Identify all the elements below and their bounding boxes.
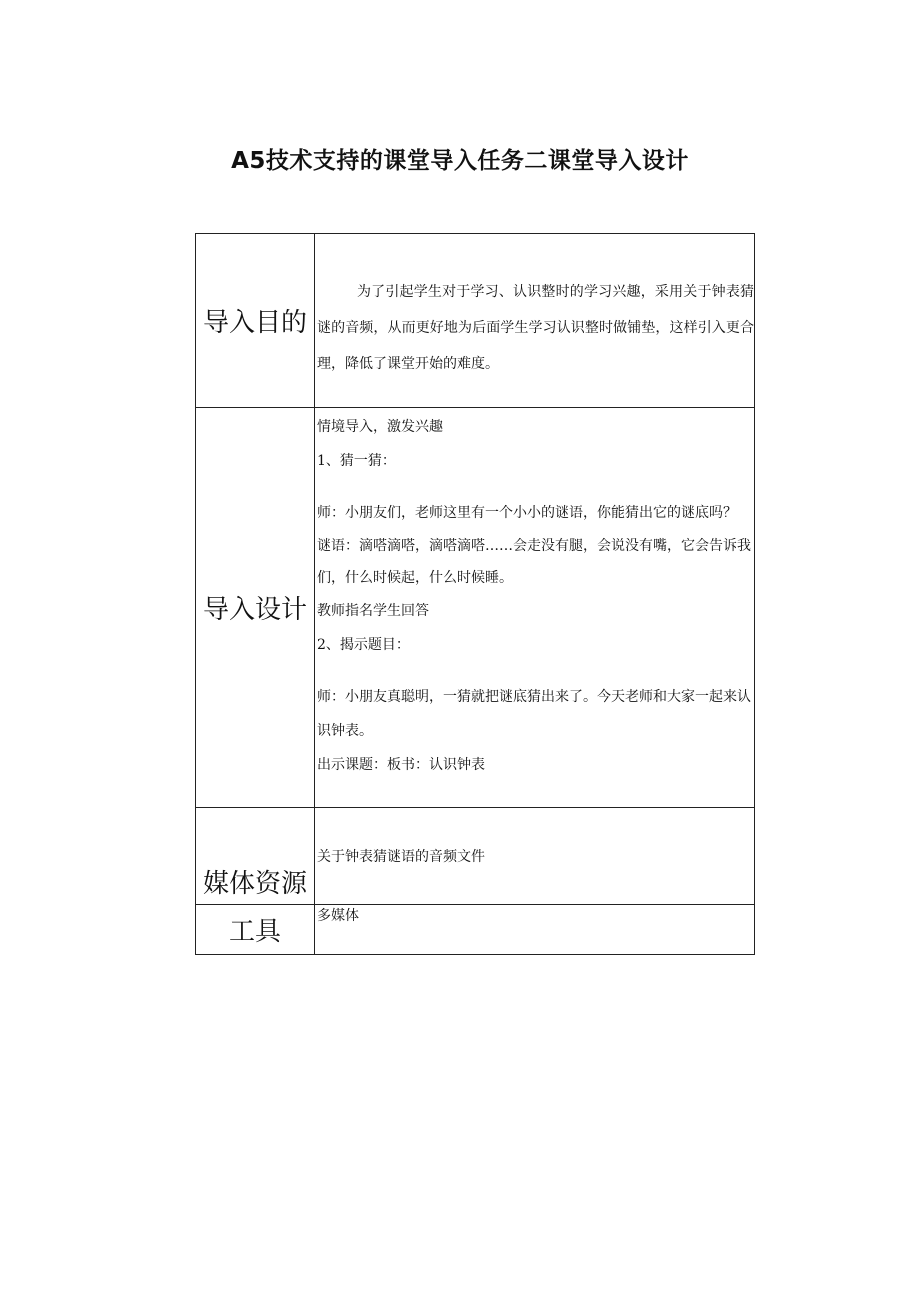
- media-label: 媒体资源: [196, 808, 315, 904]
- design-content: [315, 408, 755, 807]
- tools-content: [315, 905, 755, 954]
- purpose-label: 导入目的: [196, 234, 315, 407]
- design-line: 1、猜一猜：: [317, 453, 396, 469]
- design-line: 师：小朋友们，老师这里有一个小小的谜语，你能猜出它的谜底吗？: [317, 505, 737, 521]
- table-row-purpose: [196, 234, 755, 408]
- tools-label: 工具: [196, 905, 315, 954]
- media-content: [315, 808, 755, 904]
- design-line: 教师指名学生回答: [317, 603, 429, 619]
- purpose-content: [315, 234, 755, 407]
- tools-text: 多媒体: [317, 908, 359, 924]
- design-line: 师：小朋友真聪明，一猜就把谜底猜出来了。今天老师和大家一起来认识钟表。: [317, 689, 751, 739]
- lesson-design-table: [195, 233, 755, 955]
- table-row-tools: [196, 905, 755, 955]
- table-row-media: [196, 808, 755, 905]
- table-row-design: [196, 408, 755, 808]
- purpose-text: 为了引起学生对于学习、认识整时的学习兴趣，采用关于钟表猜谜的音频，从而更好地为后面学生学习认识整时做铺垫，这样引入更合理，降低了课堂开始的难度。: [317, 284, 754, 372]
- design-line: 谜语：滴嗒滴嗒，滴嗒滴嗒……会走没有腿，会说没有嘴，它会告诉我们，什么时候起，什么时候睡。: [317, 538, 751, 586]
- design-line: 出示课题：板书：认识钟表: [317, 757, 485, 773]
- page-title: A5技术支持的课堂导入任务二课堂导入设计: [231, 148, 689, 174]
- media-text: 关于钟表猜谜语的音频文件: [317, 849, 485, 865]
- design-line: 情境导入，激发兴趣: [317, 419, 443, 435]
- design-line: 2、揭示题目：: [317, 637, 410, 653]
- design-label: 导入设计: [196, 408, 315, 807]
